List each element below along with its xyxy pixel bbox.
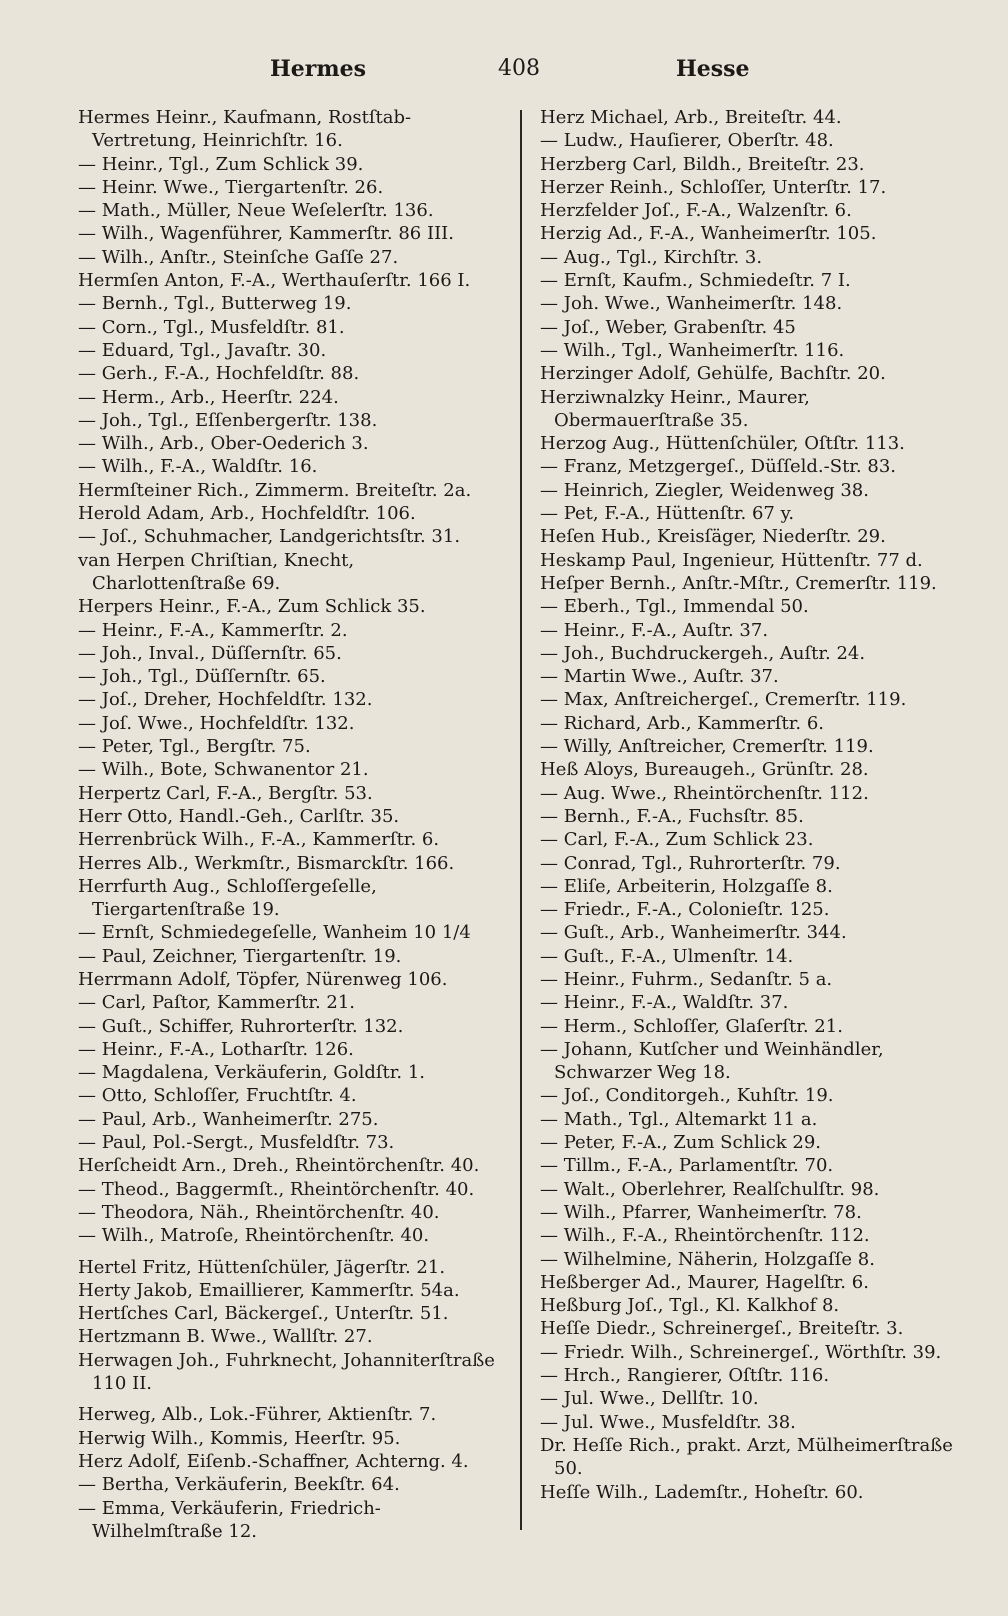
directory-entry: — Joh., Tgl., Düſſernſtr. 65. [78, 666, 326, 688]
directory-entry: — Theodora, Näh., Rheintörchenſtr. 40. [78, 1201, 440, 1223]
directory-entry: Herrfurth Aug., Schloſſergeſelle, Tiergartenſtraße 19. [78, 875, 377, 921]
directory-entry: — Walt., Oberlehrer, Realſchulſtr. 98. [540, 1178, 880, 1200]
page-number: 408 [498, 56, 540, 81]
directory-entry: Herzberg Carl, Bildh., Breiteſtr. 23. [540, 153, 865, 175]
directory-entry: Herpertz Carl, F.-A., Bergſtr. 53. [78, 782, 373, 804]
directory-entry: — Joh. Wwe., Wanheimerſtr. 148. [540, 293, 843, 315]
directory-entry: Herz Michael, Arb., Breiteſtr. 44. [540, 107, 842, 128]
directory-entry: — Richard, Arb., Kammerſtr. 6. [540, 712, 825, 734]
directory-entry: — Jul. Wwe., Dellſtr. 10. [540, 1388, 759, 1410]
directory-entry: Herwagen Joh., Fuhrknecht, Johanniterſtraße 110 II. [78, 1349, 495, 1395]
left-column [78, 106, 508, 1543]
directory-entry: Herz Adolf, Eiſenb.-Schaffner, Achterng. 4. [78, 1450, 469, 1472]
directory-entry: Heßberger Ad., Maurer, Hagelſtr. 6. [540, 1271, 869, 1293]
directory-entry: Herres Alb., Werkmſtr., Bismarckſtr. 166. [78, 852, 455, 874]
directory-entry: — Aug., Tgl., Kirchſtr. 3. [540, 246, 763, 268]
directory-entry: — Paul, Zeichner, Tiergartenſtr. 19. [78, 945, 402, 967]
directory-entry: Herty Jakob, Emaillierer, Kammerſtr. 54a. [78, 1279, 460, 1301]
directory-entry: — Joſ., Dreher, Hochfeldſtr. 132. [78, 689, 373, 711]
directory-entry: Herzfelder Joſ., F.-A., Walzenſtr. 6. [540, 200, 852, 222]
directory-entry: — Franz, Metzgergeſ., Düſſeld.-Str. 83. [540, 456, 896, 478]
directory-entry: Hertzmann B. Wwe., Wallſtr. 27. [78, 1326, 373, 1348]
directory-entry: — Heinr., Tgl., Zum Schlick 39. [78, 153, 364, 175]
directory-entry: — Ernſt, Schmiedegeſelle, Wanheim 10 1/4 [78, 922, 471, 944]
directory-entry: — Paul, Arb., Wanheimerſtr. 275. [78, 1108, 379, 1130]
directory-entry: — Joh., Inval., Düſſernſtr. 65. [78, 642, 342, 664]
directory-entry: — Wilh., Wagenführer, Kammerſtr. 86 III. [78, 223, 455, 245]
directory-entry: — Bernh., Tgl., Butterweg 19. [78, 293, 352, 315]
directory-entry: — Heinr., F.-A., Waldſtr. 37. [540, 992, 789, 1014]
directory-entry: — Pet, F.-A., Hüttenſtr. 67 y. [540, 503, 795, 525]
directory-entry: Herzinger Adolf, Gehülfe, Bachſtr. 20. [540, 363, 886, 385]
directory-entry: — Guſt., F.-A., Ulmenſtr. 14. [540, 945, 794, 967]
directory-entry: — Aug. Wwe., Rheintörchenſtr. 112. [540, 782, 869, 804]
directory-entry: Hermſen Anton, F.-A., Werthauſerſtr. 166 I. [78, 270, 471, 292]
directory-entry: — Joh., Buchdruckergeh., Auſtr. 24. [540, 642, 866, 664]
directory-entry: — Math., Tgl., Altemarkt 11 a. [540, 1108, 818, 1130]
directory-entry: — Max, Anſtreichergeſ., Cremerſtr. 119. [540, 689, 907, 711]
directory-entry: — Carl, Paſtor, Kammerſtr. 21. [78, 992, 356, 1014]
directory-entry: Herold Adam, Arb., Hochfeldſtr. 106. [78, 503, 416, 525]
directory-entry: — Wilh., Arb., Ober-Oederich 3. [78, 433, 369, 455]
directory-entry: — Wilh., F.-A., Rheintörchenſtr. 112. [540, 1225, 870, 1247]
directory-entry: — Jul. Wwe., Musfeldſtr. 38. [540, 1411, 796, 1433]
directory-entry: Herr Otto, Handl.-Geh., Carlſtr. 35. [78, 805, 400, 827]
directory-entry: — Eberh., Tgl., Immendal 50. [540, 596, 809, 618]
directory-entry: — Wilh., F.-A., Waldſtr. 16. [78, 456, 318, 478]
directory-entry: — Ernſt, Kaufm., Schmiedeſtr. 7 I. [540, 270, 851, 292]
directory-entry: — Paul, Pol.-Sergt., Musfeldſtr. 73. [78, 1132, 395, 1154]
directory-entry: — Bertha, Verkäuferin, Beekſtr. 64. [78, 1474, 400, 1496]
directory-entry: — Friedr. Wilh., Schreinergeſ., Wörthſtr. 39. [540, 1341, 942, 1363]
header-left-keyword: Hermes [270, 56, 367, 82]
directory-entry: — Joſ., Schuhmacher, Landgerichtsſtr. 31. [78, 526, 461, 548]
directory-entry: — Theod., Baggermſt., Rheintörchenſtr. 40. [78, 1178, 475, 1200]
directory-entry: Herzog Aug., Hüttenſchüler, Oſtſtr. 113. [540, 433, 905, 455]
directory-entry: — Joh., Tgl., Eſſenbergerſtr. 138. [78, 409, 378, 431]
directory-entry: Heßburg Joſ., Tgl., Kl. Kalkhof 8. [540, 1295, 840, 1317]
directory-entry: — Gerh., F.-A., Hochfeldſtr. 88. [78, 363, 360, 385]
directory-entry: — Joſ. Wwe., Hochfeldſtr. 132. [78, 712, 355, 734]
directory-entry: — Heinr., F.-A., Kammerſtr. 2. [78, 619, 348, 641]
directory-entry: — Tillm., F.-A., Parlamentſtr. 70. [540, 1155, 834, 1177]
directory-entry: — Wilhelmine, Näherin, Holzgaſſe 8. [540, 1248, 875, 1270]
directory-entry: — Friedr., F.-A., Colonieſtr. 125. [540, 899, 830, 921]
directory-entry: Herziwnalzky Heinr., Maurer, Obermauerſtraße 35. [540, 386, 810, 431]
directory-entry: Herzig Ad., F.-A., Wanheimerſtr. 105. [540, 223, 877, 245]
directory-entry: — Martin Wwe., Auſtr. 37. [540, 666, 779, 688]
directory-entry: — Bernh., F.-A., Fuchsſtr. 85. [540, 805, 804, 827]
directory-entry: Herrmann Adolf, Töpfer, Nürenweg 106. [78, 968, 448, 990]
directory-entry: — Eduard, Tgl., Javaſtr. 30. [78, 339, 327, 361]
directory-entry: — Herm., Schloſſer, Glaſerſtr. 21. [540, 1015, 843, 1037]
directory-entry: — Heinr. Wwe., Tiergartenſtr. 26. [78, 176, 384, 198]
right-column [540, 106, 970, 1504]
directory-entry: — Carl, F.-A., Zum Schlick 23. [540, 829, 814, 851]
directory-entry: Heskamp Paul, Ingenieur, Hüttenſtr. 77 d. [540, 549, 923, 571]
directory-entry: van Herpen Chriſtian, Knecht, Charlottenſtraße 69. [78, 549, 355, 594]
directory-entry: — Heinr., F.-A., Lotharſtr. 126. [78, 1038, 354, 1060]
directory-entry: — Wilh., Pfarrer, Wanheimerſtr. 78. [540, 1201, 862, 1223]
directory-entry: — Otto, Schloſſer, Fruchtſtr. 4. [78, 1085, 357, 1107]
directory-entry: — Wilh., Bote, Schwanentor 21. [78, 759, 369, 781]
directory-entry: Dr. Heſſe Rich., prakt. Arzt, Mülheimerſtraße 50. [540, 1434, 953, 1480]
page-header [0, 56, 1008, 96]
directory-entry: Heſen Hub., Kreisſäger, Niederſtr. 29. [540, 526, 886, 548]
directory-entry: — Heinr., F.-A., Auſtr. 37. [540, 619, 769, 641]
header-right-keyword: Hesse [676, 56, 750, 82]
directory-entry: — Guſt., Schiffer, Ruhrorterſtr. 132. [78, 1015, 404, 1037]
directory-entry: Herzer Reinh., Schloſſer, Unterſtr. 17. [540, 176, 887, 198]
directory-entry: — Magdalena, Verkäuferin, Goldſtr. 1. [78, 1062, 426, 1084]
directory-entry: — Math., Müller, Neue Weſelerſtr. 136. [78, 200, 434, 222]
directory-entry: Hertſches Carl, Bäckergeſ., Unterſtr. 51. [78, 1303, 449, 1325]
directory-entry: — Hrch., Rangierer, Oſtſtr. 116. [540, 1365, 830, 1387]
directory-entry: — Wilh., Anſtr., Steinſche Gaſſe 27. [78, 246, 399, 268]
directory-entry: — Emma, Verkäuferin, Friedrich-Wilhelmſtraße 12. [78, 1497, 381, 1542]
directory-entry: Heſper Bernh., Anſtr.-Mſtr., Cremerſtr. 119. [540, 572, 937, 594]
directory-entry: — Herm., Arb., Heerſtr. 224. [78, 386, 339, 408]
directory-entry: — Corn., Tgl., Musfeldſtr. 81. [78, 316, 345, 338]
directory-entry: Herweg, Alb., Lok.-Führer, Aktienſtr. 7. [78, 1404, 437, 1426]
directory-entry: — Johann, Kutſcher und Weinhändler, Schwarzer Weg 18. [540, 1038, 884, 1084]
directory-entry: Heſſe Wilh., Lademſtr., Hoheſtr. 60. [540, 1481, 864, 1503]
directory-entry: Hermſteiner Rich., Zimmerm. Breiteſtr. 2a. [78, 479, 472, 501]
directory-entry: — Heinr., Fuhrm., Sedanſtr. 5 a. [540, 968, 833, 990]
column-divider [520, 110, 522, 1530]
directory-entry: Herſcheidt Arn., Dreh., Rheintörchenſtr. 40. [78, 1155, 480, 1177]
directory-entry: — Peter, Tgl., Bergſtr. 75. [78, 736, 311, 758]
directory-entry: Heſſe Diedr., Schreinergeſ., Breiteſtr. 3. [540, 1318, 904, 1340]
directory-entry: — Joſ., Weber, Grabenſtr. 45 [540, 316, 796, 338]
directory-entry: — Guſt., Arb., Wanheimerſtr. 344. [540, 922, 847, 944]
directory-entry: — Wilh., Tgl., Wanheimerſtr. 116. [540, 339, 845, 361]
directory-entry: — Willy, Anſtreicher, Cremerſtr. 119. [540, 736, 874, 758]
directory-entry: Herrenbrück Wilh., F.-A., Kammerſtr. 6. [78, 829, 440, 851]
directory-entry: — Wilh., Matroſe, Rheintörchenſtr. 40. [78, 1225, 430, 1247]
directory-entry: Hertel Fritz, Hüttenſchüler, Jägerſtr. 21. [78, 1256, 446, 1278]
directory-entry: — Eliſe, Arbeiterin, Holzgaſſe 8. [540, 875, 833, 897]
directory-entry: Heß Aloys, Bureaugeh., Grünſtr. 28. [540, 759, 869, 781]
directory-entry: Herwig Wilh., Kommis, Heerſtr. 95. [78, 1427, 401, 1449]
directory-entry: — Joſ., Conditorgeh., Kuhſtr. 19. [540, 1085, 834, 1107]
directory-entry: — Heinrich, Ziegler, Weidenweg 38. [540, 479, 869, 501]
directory-entry: — Ludw., Hauſierer, Oberſtr. 48. [540, 130, 834, 152]
directory-entry: — Peter, F.-A., Zum Schlick 29. [540, 1132, 822, 1154]
directory-entry: Hermes Heinr., Kaufmann, Rostſtab-Vertretung, Heinrichſtr. 16. [78, 107, 412, 152]
directory-entry: Herpers Heinr., F.-A., Zum Schlick 35. [78, 596, 426, 618]
directory-entry: — Conrad, Tgl., Ruhrorterſtr. 79. [540, 852, 841, 874]
